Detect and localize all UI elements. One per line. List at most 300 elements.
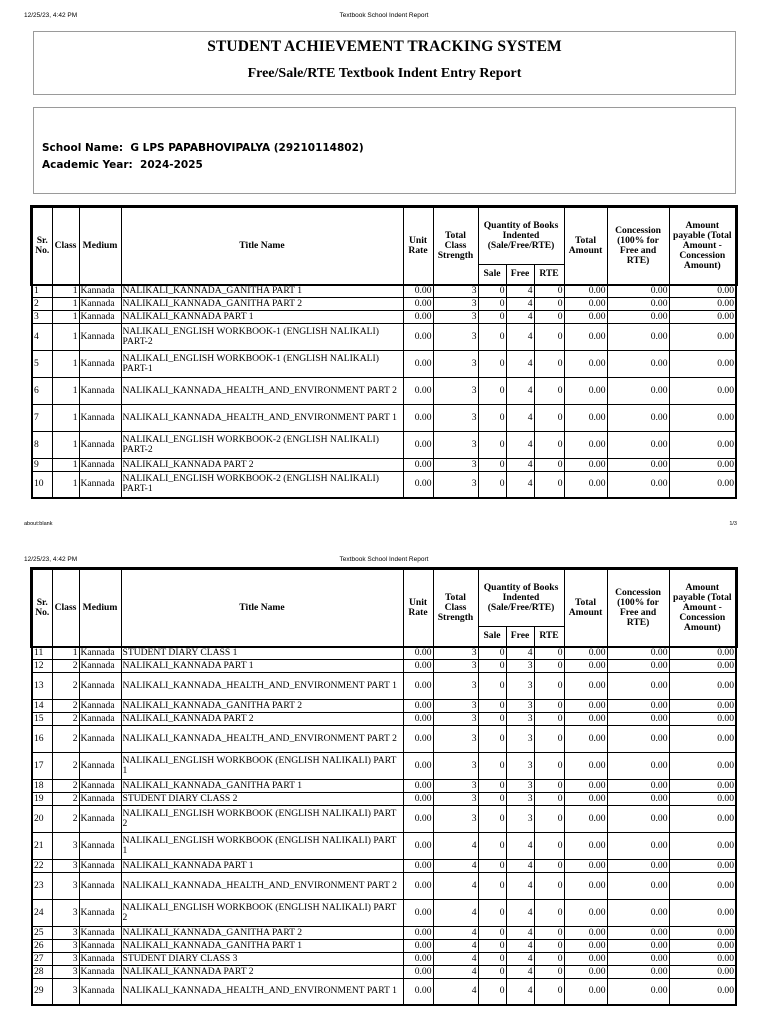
free-cell: 3 (506, 712, 534, 725)
sr-no-cell: 21 (32, 832, 52, 859)
class-cell: 3 (52, 952, 79, 965)
col-total-class-strength: Total Class Strength (433, 207, 478, 284)
col-amount-payable: Amount payable (Total Amount - Concession Amount) (669, 569, 736, 646)
total-amount-cell: 0.00 (564, 471, 607, 498)
title-cell: NALIKALI_KANNADA_HEALTH_AND_ENVIRONMENT PART 1 (121, 404, 403, 431)
amount-payable-cell: 0.00 (669, 672, 736, 699)
print-header (0, 11, 768, 23)
sale-cell: 0 (478, 952, 506, 965)
class-strength-cell: 3 (433, 712, 478, 725)
concession-cell: 0.00 (607, 297, 669, 310)
unit-rate-cell: 0.00 (403, 404, 433, 431)
title-cell: NALIKALI_KANNADA PART 2 (121, 458, 403, 471)
table-row (32, 952, 736, 965)
concession-cell: 0.00 (607, 725, 669, 752)
unit-rate-cell: 0.00 (403, 712, 433, 725)
class-cell: 3 (52, 832, 79, 859)
rte-cell: 0 (534, 310, 564, 323)
table-row (32, 832, 736, 859)
concession-cell: 0.00 (607, 323, 669, 350)
free-cell: 3 (506, 725, 534, 752)
col-concession: Concession (100% for Free and RTE) (607, 569, 669, 646)
concession-cell: 0.00 (607, 779, 669, 792)
sr-no-cell: 1 (32, 284, 52, 297)
sale-cell: 0 (478, 377, 506, 404)
free-cell: 3 (506, 752, 534, 779)
title-cell: NALIKALI_KANNADA_HEALTH_AND_ENVIRONMENT PART 1 (121, 978, 403, 1005)
unit-rate-cell: 0.00 (403, 899, 433, 926)
title-cell: NALIKALI_ENGLISH WORKBOOK-1 (ENGLISH NALIKALI) PART-1 (121, 350, 403, 377)
table-body-page-2 (32, 646, 736, 1005)
class-cell: 2 (52, 659, 79, 672)
table-row (32, 805, 736, 832)
concession-cell: 0.00 (607, 471, 669, 498)
sr-no-cell: 28 (32, 965, 52, 978)
amount-payable-cell: 0.00 (669, 712, 736, 725)
title-cell: NALIKALI_KANNADA_GANITHA PART 1 (121, 284, 403, 297)
sr-no-cell: 13 (32, 672, 52, 699)
medium-cell: Kannada (79, 832, 121, 859)
col-unit-rate: Unit Rate (403, 569, 433, 646)
table-row (32, 350, 736, 377)
total-amount-cell: 0.00 (564, 297, 607, 310)
unit-rate-cell: 0.00 (403, 699, 433, 712)
free-cell: 4 (506, 965, 534, 978)
title-cell: NALIKALI_KANNADA_GANITHA PART 2 (121, 926, 403, 939)
class-strength-cell: 3 (433, 431, 478, 458)
total-amount-cell: 0.00 (564, 699, 607, 712)
unit-rate-cell: 0.00 (403, 659, 433, 672)
table-row (32, 978, 736, 1005)
print-timestamp: 12/25/23, 4:42 PM (24, 12, 78, 19)
free-cell: 4 (506, 310, 534, 323)
sr-no-cell: 10 (32, 471, 52, 498)
title-cell: NALIKALI_KANNADA PART 2 (121, 712, 403, 725)
medium-cell: Kannada (79, 284, 121, 297)
free-cell: 4 (506, 872, 534, 899)
rte-cell: 0 (534, 899, 564, 926)
class-strength-cell: 4 (433, 899, 478, 926)
academic-year-label: Academic Year: (42, 159, 133, 171)
amount-payable-cell: 0.00 (669, 805, 736, 832)
class-strength-cell: 3 (433, 284, 478, 297)
print-page-title: Textbook School Indent Report (339, 12, 429, 19)
rte-cell: 0 (534, 779, 564, 792)
class-cell: 1 (52, 404, 79, 431)
rte-cell: 0 (534, 926, 564, 939)
amount-payable-cell: 0.00 (669, 646, 736, 659)
sr-no-cell: 4 (32, 323, 52, 350)
title-cell: NALIKALI_ENGLISH WORKBOOK (ENGLISH NALIKALI) PART 1 (121, 752, 403, 779)
free-cell: 3 (506, 699, 534, 712)
amount-payable-cell: 0.00 (669, 832, 736, 859)
free-cell: 4 (506, 458, 534, 471)
rte-cell: 0 (534, 859, 564, 872)
academic-year-row (42, 159, 203, 171)
rte-cell: 0 (534, 832, 564, 859)
col-concession: Concession (100% for Free and RTE) (607, 207, 669, 284)
rte-cell: 0 (534, 792, 564, 805)
concession-cell: 0.00 (607, 712, 669, 725)
amount-payable-cell: 0.00 (669, 752, 736, 779)
class-cell: 1 (52, 284, 79, 297)
concession-cell: 0.00 (607, 872, 669, 899)
unit-rate-cell: 0.00 (403, 284, 433, 297)
title-cell: NALIKALI_ENGLISH WORKBOOK (ENGLISH NALIKALI) PART 2 (121, 805, 403, 832)
col-title-name: Title Name (121, 207, 403, 284)
free-cell: 4 (506, 859, 534, 872)
amount-payable-cell: 0.00 (669, 297, 736, 310)
sale-cell: 0 (478, 978, 506, 1005)
sale-cell: 0 (478, 471, 506, 498)
sale-cell: 0 (478, 323, 506, 350)
total-amount-cell: 0.00 (564, 646, 607, 659)
title-cell: NALIKALI_ENGLISH WORKBOOK-1 (ENGLISH NALIKALI) PART-2 (121, 323, 403, 350)
table-row (32, 659, 736, 672)
table-row (32, 323, 736, 350)
school-name-value: G LPS PAPABHOVIPALYA (29210114802) (130, 142, 364, 154)
total-amount-cell: 0.00 (564, 939, 607, 952)
table-row (32, 779, 736, 792)
free-cell: 4 (506, 978, 534, 1005)
medium-cell: Kannada (79, 297, 121, 310)
free-cell: 4 (506, 952, 534, 965)
table-row (32, 899, 736, 926)
medium-cell: Kannada (79, 458, 121, 471)
table-row (32, 792, 736, 805)
rte-cell: 0 (534, 377, 564, 404)
medium-cell: Kannada (79, 899, 121, 926)
class-strength-cell: 3 (433, 672, 478, 699)
col-medium: Medium (79, 569, 121, 646)
concession-cell: 0.00 (607, 859, 669, 872)
class-strength-cell: 4 (433, 872, 478, 899)
amount-payable-cell: 0.00 (669, 323, 736, 350)
table-row (32, 672, 736, 699)
col-free: Free (506, 264, 534, 284)
class-strength-cell: 3 (433, 350, 478, 377)
sr-no-cell: 29 (32, 978, 52, 1005)
sr-no-cell: 24 (32, 899, 52, 926)
title-cell: NALIKALI_KANNADA_HEALTH_AND_ENVIRONMENT PART 2 (121, 377, 403, 404)
total-amount-cell: 0.00 (564, 310, 607, 323)
medium-cell: Kannada (79, 659, 121, 672)
indent-table-page-1 (31, 206, 737, 499)
title-cell: NALIKALI_ENGLISH WORKBOOK-2 (ENGLISH NALIKALI) PART-2 (121, 431, 403, 458)
class-strength-cell: 3 (433, 699, 478, 712)
sr-no-cell: 15 (32, 712, 52, 725)
rte-cell: 0 (534, 939, 564, 952)
class-cell: 2 (52, 725, 79, 752)
free-cell: 4 (506, 431, 534, 458)
amount-payable-cell: 0.00 (669, 471, 736, 498)
sale-cell: 0 (478, 431, 506, 458)
table-row (32, 872, 736, 899)
total-amount-cell: 0.00 (564, 377, 607, 404)
rte-cell: 0 (534, 297, 564, 310)
col-class: Class (52, 569, 79, 646)
unit-rate-cell: 0.00 (403, 965, 433, 978)
total-amount-cell: 0.00 (564, 752, 607, 779)
total-amount-cell: 0.00 (564, 792, 607, 805)
class-cell: 2 (52, 712, 79, 725)
rte-cell: 0 (534, 458, 564, 471)
amount-payable-cell: 0.00 (669, 965, 736, 978)
rte-cell: 0 (534, 965, 564, 978)
rte-cell: 0 (534, 404, 564, 431)
total-amount-cell: 0.00 (564, 672, 607, 699)
print-page-number: 1/3 (729, 521, 737, 527)
total-amount-cell: 0.00 (564, 952, 607, 965)
col-unit-rate: Unit Rate (403, 207, 433, 284)
concession-cell: 0.00 (607, 899, 669, 926)
total-amount-cell: 0.00 (564, 431, 607, 458)
col-total-class-strength: Total Class Strength (433, 569, 478, 646)
sr-no-cell: 5 (32, 350, 52, 377)
class-cell: 2 (52, 672, 79, 699)
title-cell: STUDENT DIARY CLASS 1 (121, 646, 403, 659)
medium-cell: Kannada (79, 699, 121, 712)
sale-cell: 0 (478, 725, 506, 752)
sale-cell: 0 (478, 792, 506, 805)
unit-rate-cell: 0.00 (403, 725, 433, 752)
free-cell: 4 (506, 323, 534, 350)
table-row (32, 646, 736, 659)
unit-rate-cell: 0.00 (403, 872, 433, 899)
total-amount-cell: 0.00 (564, 859, 607, 872)
sale-cell: 0 (478, 297, 506, 310)
medium-cell: Kannada (79, 978, 121, 1005)
amount-payable-cell: 0.00 (669, 725, 736, 752)
sr-no-cell: 26 (32, 939, 52, 952)
unit-rate-cell: 0.00 (403, 672, 433, 699)
class-strength-cell: 3 (433, 646, 478, 659)
unit-rate-cell: 0.00 (403, 646, 433, 659)
school-name-label: School Name: (42, 142, 124, 154)
free-cell: 4 (506, 284, 534, 297)
col-class: Class (52, 207, 79, 284)
sale-cell: 0 (478, 752, 506, 779)
free-cell: 3 (506, 659, 534, 672)
class-strength-cell: 3 (433, 805, 478, 832)
title-cell: NALIKALI_KANNADA PART 1 (121, 310, 403, 323)
concession-cell: 0.00 (607, 805, 669, 832)
unit-rate-cell: 0.00 (403, 458, 433, 471)
title-cell: STUDENT DIARY CLASS 2 (121, 792, 403, 805)
free-cell: 4 (506, 832, 534, 859)
free-cell: 3 (506, 792, 534, 805)
medium-cell: Kannada (79, 939, 121, 952)
unit-rate-cell: 0.00 (403, 952, 433, 965)
medium-cell: Kannada (79, 872, 121, 899)
sr-no-cell: 17 (32, 752, 52, 779)
free-cell: 4 (506, 350, 534, 377)
class-strength-cell: 3 (433, 471, 478, 498)
unit-rate-cell: 0.00 (403, 297, 433, 310)
class-strength-cell: 3 (433, 752, 478, 779)
col-quantity: Quantity of Books Indented (Sale/Free/RTE) (478, 207, 564, 264)
amount-payable-cell: 0.00 (669, 779, 736, 792)
table-row (32, 310, 736, 323)
class-cell: 3 (52, 939, 79, 952)
amount-payable-cell: 0.00 (669, 431, 736, 458)
class-strength-cell: 4 (433, 859, 478, 872)
total-amount-cell: 0.00 (564, 899, 607, 926)
class-cell: 1 (52, 310, 79, 323)
col-sr-no: Sr. No. (32, 207, 52, 284)
class-strength-cell: 3 (433, 377, 478, 404)
title-cell: NALIKALI_KANNADA PART 1 (121, 659, 403, 672)
concession-cell: 0.00 (607, 952, 669, 965)
concession-cell: 0.00 (607, 377, 669, 404)
sr-no-cell: 12 (32, 659, 52, 672)
title-cell: NALIKALI_ENGLISH WORKBOOK (ENGLISH NALIKALI) PART 1 (121, 832, 403, 859)
class-cell: 2 (52, 792, 79, 805)
col-total-amount: Total Amount (564, 207, 607, 284)
sale-cell: 0 (478, 350, 506, 377)
unit-rate-cell: 0.00 (403, 350, 433, 377)
rte-cell: 0 (534, 872, 564, 899)
table-row (32, 284, 736, 297)
rte-cell: 0 (534, 323, 564, 350)
total-amount-cell: 0.00 (564, 832, 607, 859)
sr-no-cell: 25 (32, 926, 52, 939)
sale-cell: 0 (478, 779, 506, 792)
sale-cell: 0 (478, 872, 506, 899)
free-cell: 4 (506, 899, 534, 926)
total-amount-cell: 0.00 (564, 284, 607, 297)
title-cell: NALIKALI_KANNADA_HEALTH_AND_ENVIRONMENT PART 1 (121, 672, 403, 699)
free-cell: 4 (506, 926, 534, 939)
free-cell: 4 (506, 377, 534, 404)
table-row (32, 377, 736, 404)
table-row (32, 471, 736, 498)
sr-no-cell: 2 (32, 297, 52, 310)
medium-cell: Kannada (79, 952, 121, 965)
col-quantity: Quantity of Books Indented (Sale/Free/RTE) (478, 569, 564, 626)
concession-cell: 0.00 (607, 404, 669, 431)
class-cell: 1 (52, 297, 79, 310)
sr-no-cell: 23 (32, 872, 52, 899)
rte-cell: 0 (534, 952, 564, 965)
total-amount-cell: 0.00 (564, 323, 607, 350)
total-amount-cell: 0.00 (564, 458, 607, 471)
concession-cell: 0.00 (607, 458, 669, 471)
report-subtitle: Free/Sale/RTE Textbook Indent Entry Report (247, 66, 522, 81)
col-sale: Sale (478, 626, 506, 646)
medium-cell: Kannada (79, 805, 121, 832)
print-page-title-page-2: Textbook School Indent Report (339, 556, 429, 563)
medium-cell: Kannada (79, 646, 121, 659)
unit-rate-cell: 0.00 (403, 805, 433, 832)
title-cell: NALIKALI_KANNADA_GANITHA PART 1 (121, 939, 403, 952)
title-cell: NALIKALI_KANNADA_GANITHA PART 2 (121, 297, 403, 310)
concession-cell: 0.00 (607, 284, 669, 297)
concession-cell: 0.00 (607, 978, 669, 1005)
sr-no-cell: 3 (32, 310, 52, 323)
class-cell: 3 (52, 859, 79, 872)
free-cell: 4 (506, 471, 534, 498)
class-cell: 2 (52, 779, 79, 792)
col-sale: Sale (478, 264, 506, 284)
sale-cell: 0 (478, 646, 506, 659)
col-rte: RTE (534, 264, 564, 284)
total-amount-cell: 0.00 (564, 779, 607, 792)
report-title: STUDENT ACHIEVEMENT TRACKING SYSTEM (207, 38, 562, 55)
rte-cell: 0 (534, 471, 564, 498)
sale-cell: 0 (478, 899, 506, 926)
total-amount-cell: 0.00 (564, 350, 607, 377)
academic-year-value: 2024-2025 (140, 159, 203, 171)
medium-cell: Kannada (79, 779, 121, 792)
concession-cell: 0.00 (607, 350, 669, 377)
total-amount-cell: 0.00 (564, 978, 607, 1005)
unit-rate-cell: 0.00 (403, 939, 433, 952)
sale-cell: 0 (478, 458, 506, 471)
class-cell: 2 (52, 805, 79, 832)
table-row (32, 431, 736, 458)
class-cell: 1 (52, 431, 79, 458)
sale-cell: 0 (478, 284, 506, 297)
class-cell: 2 (52, 699, 79, 712)
unit-rate-cell: 0.00 (403, 471, 433, 498)
col-amount-payable: Amount payable (Total Amount - Concession Amount) (669, 207, 736, 284)
free-cell: 4 (506, 404, 534, 431)
sale-cell: 0 (478, 310, 506, 323)
amount-payable-cell: 0.00 (669, 377, 736, 404)
class-cell: 1 (52, 471, 79, 498)
table-row (32, 699, 736, 712)
title-cell: NALIKALI_KANNADA_HEALTH_AND_ENVIRONMENT PART 2 (121, 725, 403, 752)
title-cell: NALIKALI_KANNADA PART 1 (121, 859, 403, 872)
class-strength-cell: 3 (433, 323, 478, 350)
title-cell: NALIKALI_ENGLISH WORKBOOK-2 (ENGLISH NALIKALI) PART-1 (121, 471, 403, 498)
unit-rate-cell: 0.00 (403, 832, 433, 859)
medium-cell: Kannada (79, 672, 121, 699)
sale-cell: 0 (478, 965, 506, 978)
sr-no-cell: 9 (32, 458, 52, 471)
class-strength-cell: 3 (433, 297, 478, 310)
col-free: Free (506, 626, 534, 646)
sr-no-cell: 20 (32, 805, 52, 832)
medium-cell: Kannada (79, 431, 121, 458)
sr-no-cell: 6 (32, 377, 52, 404)
class-strength-cell: 4 (433, 965, 478, 978)
class-strength-cell: 4 (433, 832, 478, 859)
table-row (32, 965, 736, 978)
amount-payable-cell: 0.00 (669, 310, 736, 323)
medium-cell: Kannada (79, 926, 121, 939)
amount-payable-cell: 0.00 (669, 350, 736, 377)
sale-cell: 0 (478, 712, 506, 725)
class-cell: 1 (52, 350, 79, 377)
table-row (32, 859, 736, 872)
rte-cell: 0 (534, 659, 564, 672)
concession-cell: 0.00 (607, 431, 669, 458)
rte-cell: 0 (534, 284, 564, 297)
concession-cell: 0.00 (607, 926, 669, 939)
medium-cell: Kannada (79, 377, 121, 404)
class-cell: 3 (52, 899, 79, 926)
amount-payable-cell: 0.00 (669, 404, 736, 431)
concession-cell: 0.00 (607, 939, 669, 952)
amount-payable-cell: 0.00 (669, 659, 736, 672)
class-strength-cell: 3 (433, 792, 478, 805)
class-strength-cell: 3 (433, 725, 478, 752)
class-cell: 1 (52, 323, 79, 350)
total-amount-cell: 0.00 (564, 659, 607, 672)
rte-cell: 0 (534, 712, 564, 725)
